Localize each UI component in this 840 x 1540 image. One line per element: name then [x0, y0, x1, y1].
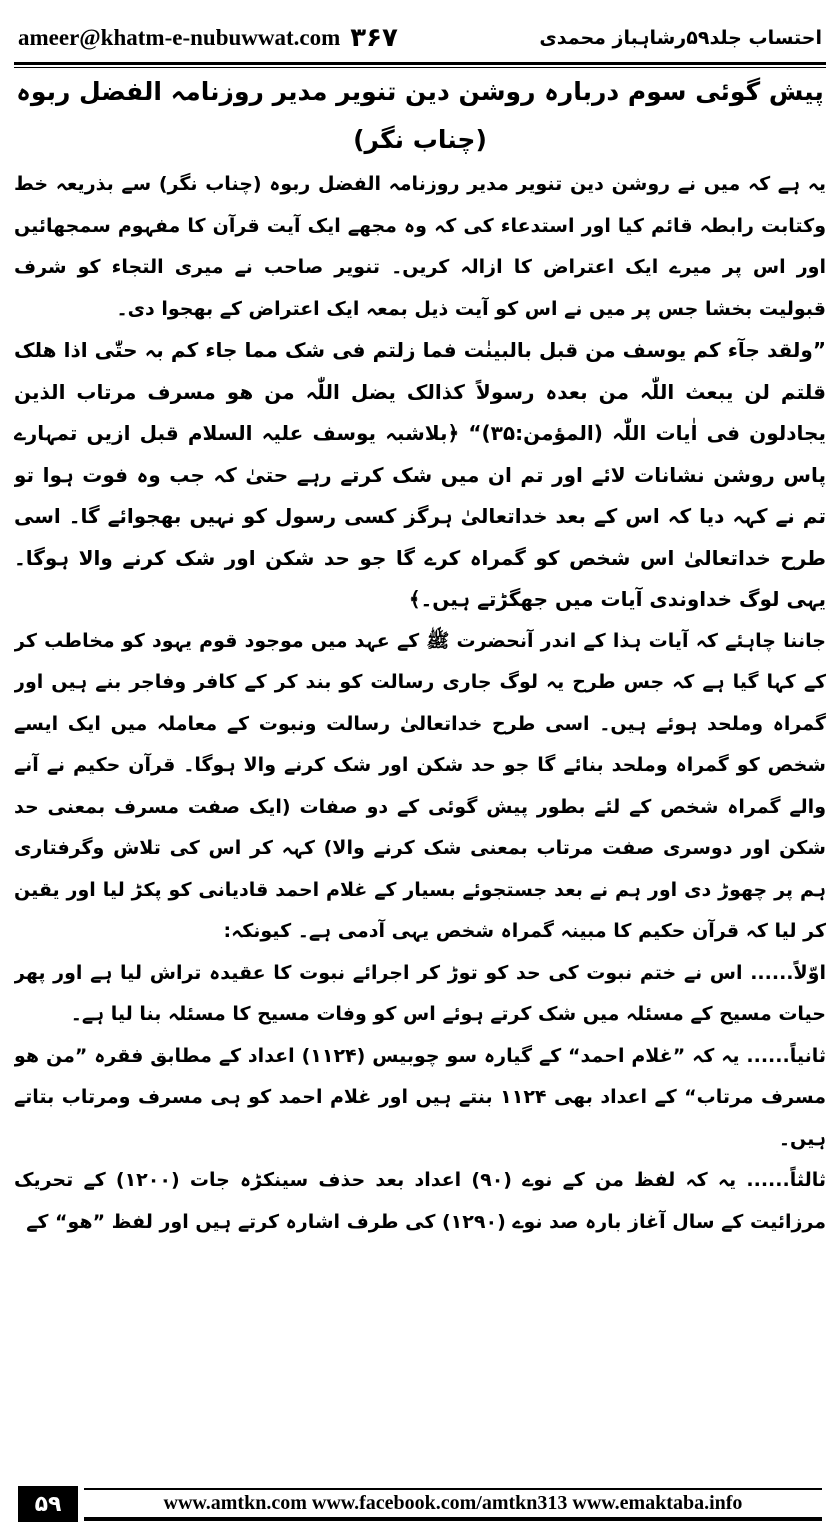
header-left: [18, 23, 398, 53]
point-first: اوّلاً...... اس نے ختم نبوت کی حد کو توڑ کر اجرائے نبوت کا عقیدہ تراش لیا ہے اور پھر حیات مسیح کے مسئلہ میں شک کرتے ہوئے اس کو وفات مسیح کا مسئلہ بنا لیا ہے۔: [14, 961, 826, 1025]
header-email: ameer@khatm-e-nubuwwat.com: [18, 25, 341, 50]
header-rule: [14, 62, 826, 65]
paragraph-quran-quote: ”ولقد جآء کم یوسف من قبل بالبینٰت فما زلتم فی شک مما جاء کم بہ حتّٰی اذا ھلک قلتم لن یبعث اللّٰہ من بعدہ رسولاً کذالک یضل اللّٰہ من ھو مسرف مرتاب الذین یجادلون فی اٰیات اللّٰہ (المؤمن:۳۵)“ ﴿بلاشبہ یوسف علیہ السلام قبل ازیں تمہارے پاس روشن نشانات لائے اور تم ان میں شک کرتے رہے حتیٰ کہ جب وہ فوت ہوا تو تم نے کہہ دیا کہ اس کے بعد خداتعالیٰ ہرگز کسی رسول کو نہیں بھجوائے گا۔ اسی طرح خداتعالیٰ اس شخص کو گمراہ کرے گا جو حد شکن اور شک کرنے والا ہوگا۔ یہی لوگ خداوندی آیات میں جھگڑتے ہیں۔﴾: [14, 338, 826, 611]
footer-links: www.amtkn.com www.facebook.com/amtkn313 www.emaktaba.info: [84, 1488, 822, 1521]
page-header: [18, 18, 822, 58]
header-book-title: احتساب جلد۵۹رشاہباز محمدی: [539, 27, 822, 49]
paragraph-intro: یہ ہے کہ میں نے روشن دین تنویر مدیر روزنامہ الفضل ربوہ (چناب نگر) سے بذریعہ خط وکتابت رابطہ قائم کیا اور استدعاء کی کہ وہ مجھے ایک آیت قرآن کا مفہوم سمجھائیں اور اس پر میرے ایک اعتراض کا ازالہ کریں۔ تنویر صاحب نے میری التجاء کو شرف قبولیت بخشا جس پر میں نے اس کو آیت ذیل بمعہ ایک اعتراض کے بھجوا دی۔: [14, 173, 826, 320]
footer-page-number: ۵۹: [18, 1486, 78, 1522]
header-page-number: ۳۶۷: [350, 23, 398, 53]
page-footer: [18, 1484, 822, 1524]
section-title: پیش گوئی سوم دربارہ روشن دین تنویر مدیر روزنامہ الفضل ربوہ (چناب نگر): [16, 77, 824, 154]
article-body: [14, 68, 826, 1478]
point-second: ثانیاً...... یہ کہ ”غلام احمد“ کے گیارہ سو چوبیس (۱۱۲۴) اعداد کے مطابق فقرہ ”من ھو مسرف مرتاب“ کے اعداد بھی ۱۱۲۴ بنتے ہیں اور غلام احمد کو ہی مسرف ومرتاب بتاتے ہیں۔: [14, 1044, 826, 1150]
paragraph-explanation: جاننا چاہئے کہ آیات ہذا کے اندر آنحضرت ﷺ کے عہد میں موجود قوم یہود کو مخاطب کر کے کہا گیا ہے کہ جس طرح یہ لوگ جاری رسالت کو بند کر کے کافر وفاجر بنے ہیں اور گمراہ وملحد ہوئے ہیں۔ اسی طرح خداتعالیٰ رسالت ونبوت کے معاملہ میں ایک ایسے شخص کو گمراہ وملحد بنائے گا جو حد شکن اور شک کرنے والا ہوگا۔ قرآن حکیم نے آنے والے گمراہ شخص کے لئے بطور پیش گوئی کے دو صفات (ایک صفت مسرف بمعنی حد شکن اور دوسری صفت مرتاب بمعنی شک کرنے والا) کہہ کر اس کی تلاش وگرفتاری ہم پر چھوڑ دی اور ہم نے بعد جستجوئے بسیار کے غلام احمد قادیانی کو پکڑ لیا اور یقین کر لیا کہ قرآن حکیم کا مبینہ گمراہ شخص یہی آدمی ہے۔ کیونکہ:: [14, 629, 826, 942]
point-third: ثالثاً...... یہ کہ لفظ من کے نوے (۹۰) اعداد بعد حذف سینکڑہ جات (۱۲۰۰) کے تحریک مرزائیت کے سال آغاز بارہ صد نوے (۱۲۹۰) کی طرف اشارہ کرتے ہیں اور لفظ ”ھو“ کے: [14, 1169, 826, 1233]
